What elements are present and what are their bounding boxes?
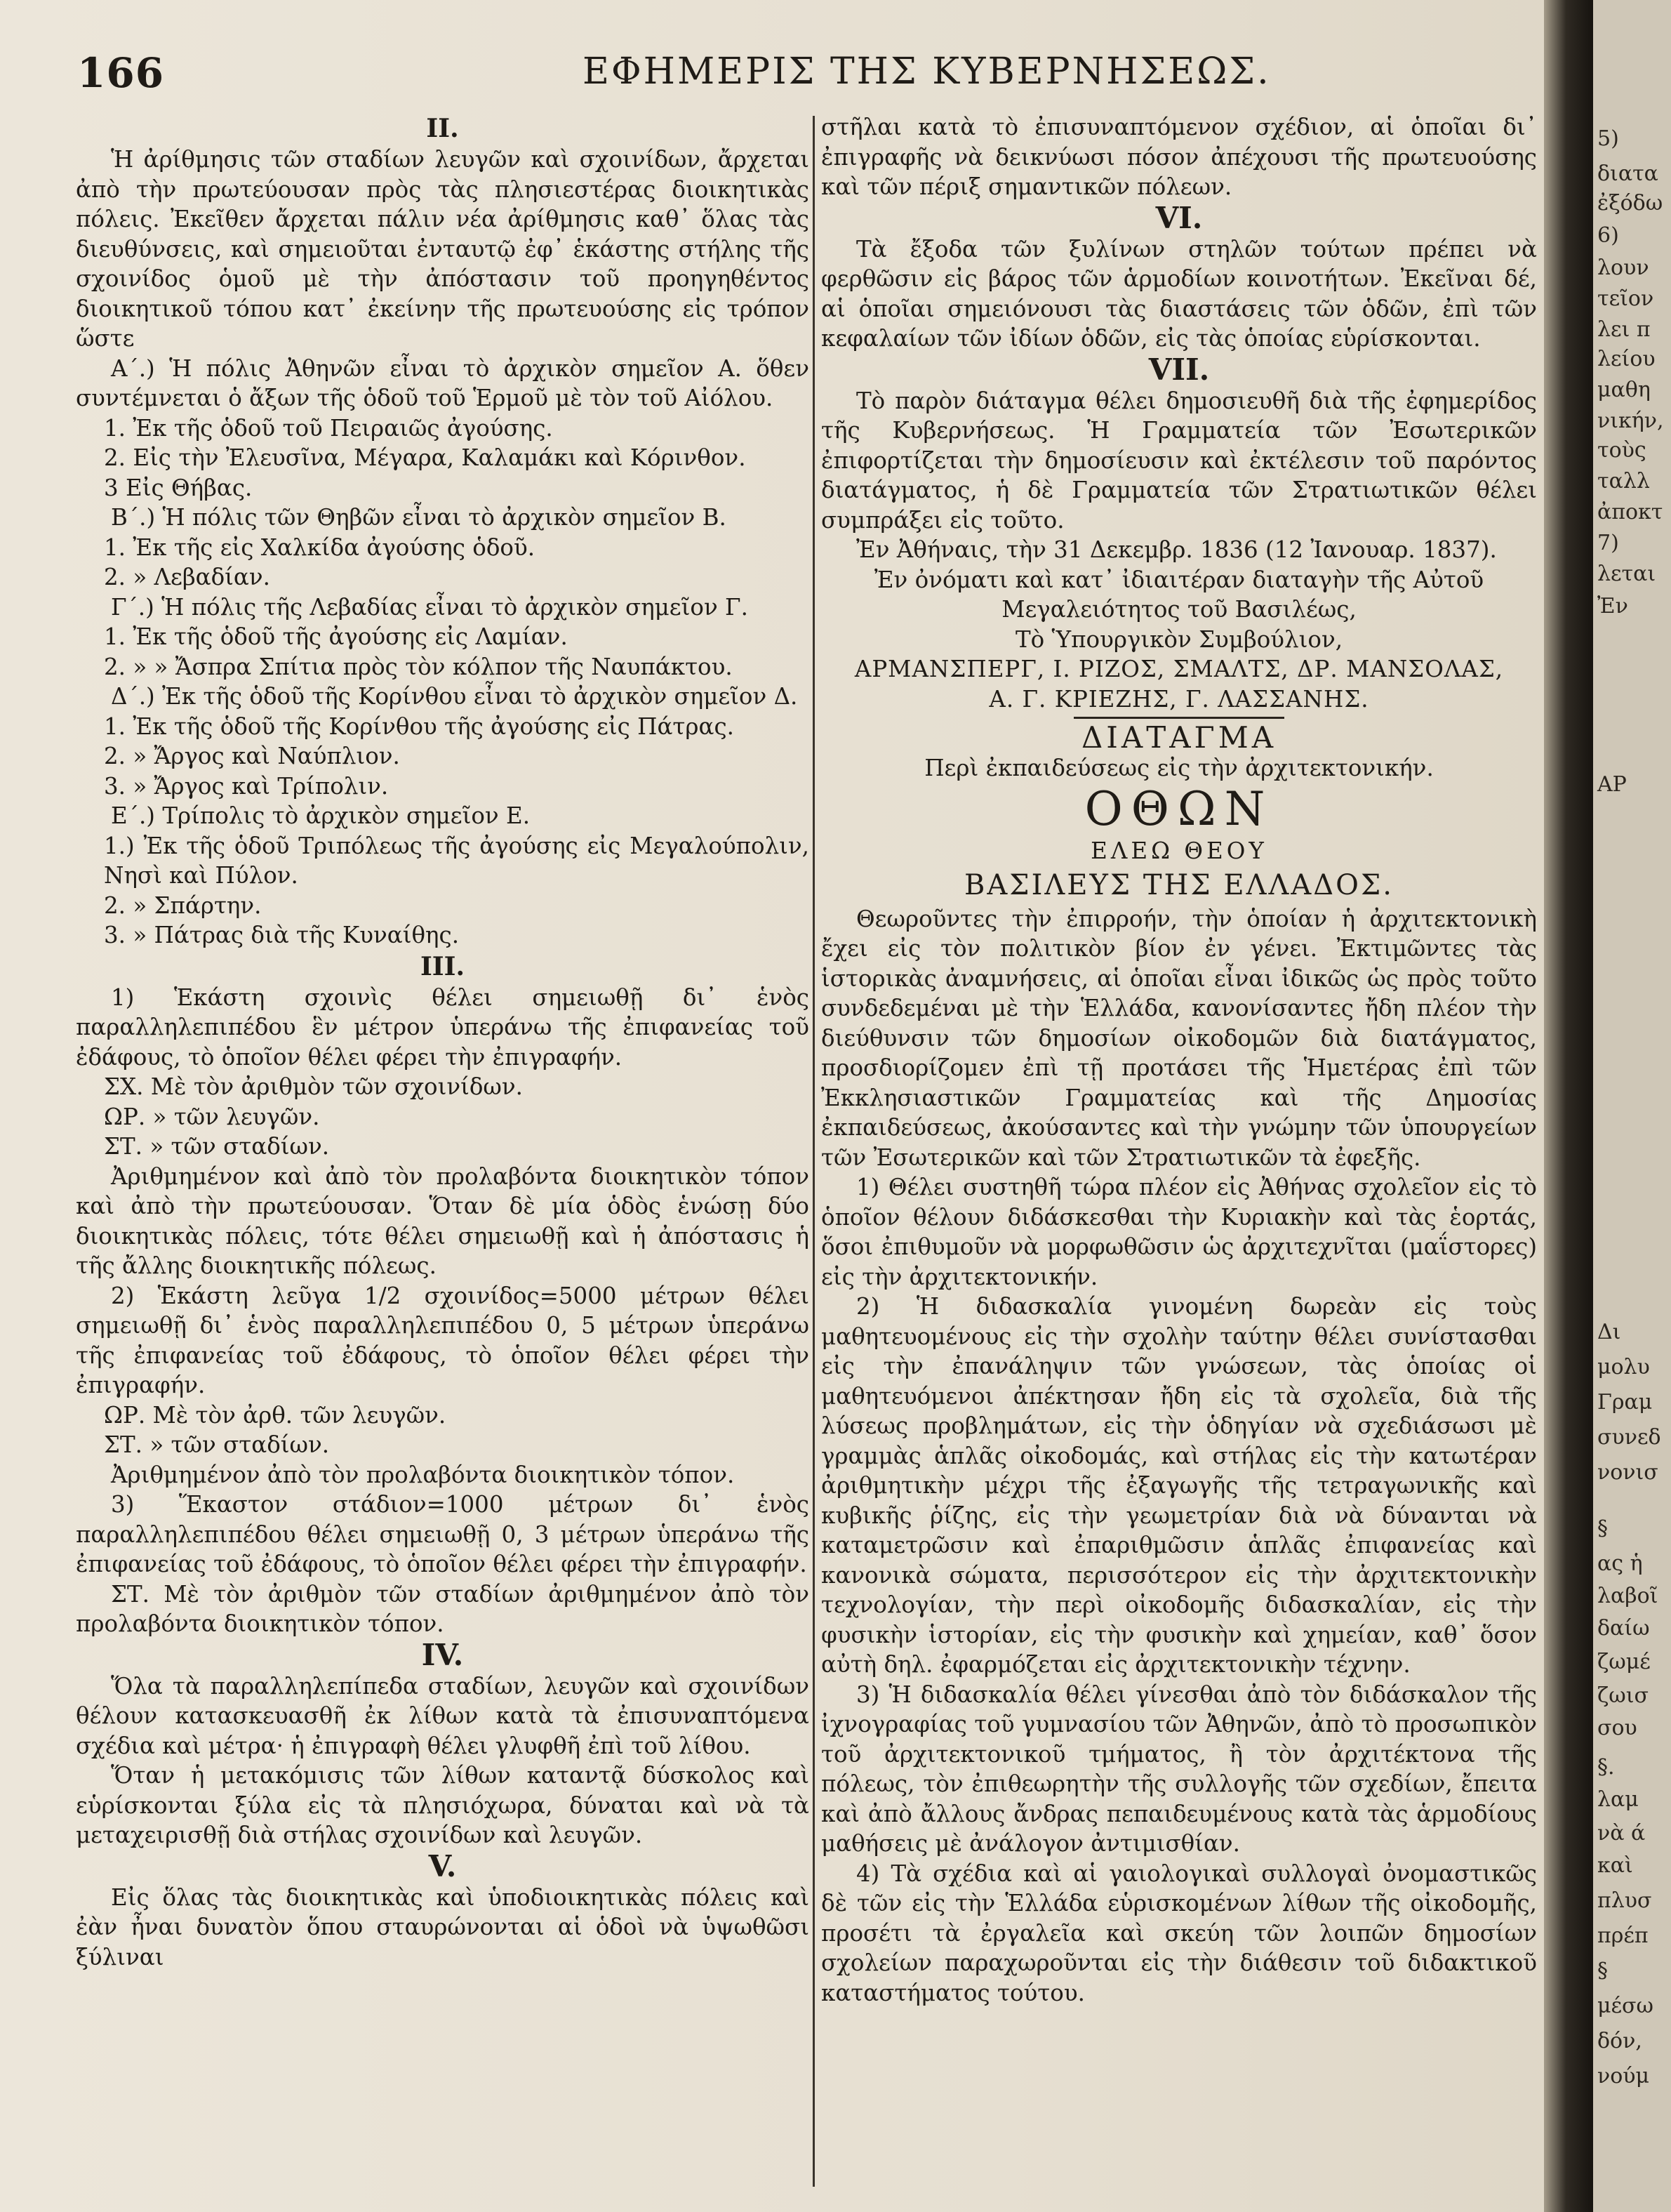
left-column — [76, 112, 809, 2190]
paragraph: Ε΄.) Τρίπολις τὸ ἀρχικὸν σημεῖον Ε. — [111, 802, 531, 829]
edge-fragment: § — [1597, 1516, 1608, 1541]
edge-fragment: δόν, — [1597, 2029, 1642, 2053]
signatories: ΑΡΜΑΝΣΠΕΡΓ, Ι. ΡΙΖΟΣ, ΣΜΑΛΤΣ, ΔΡ. ΜΑΝΣΟΛΑΣ, — [854, 656, 1504, 682]
paragraph: ΣΤ. Μὲ τὸν ἀριθμὸν τῶν σταδίων ἀριθμημένον ἀπὸ τὸν προλαβόντα διοικητικὸν τόπον. — [76, 1580, 809, 1637]
column-divider — [813, 116, 815, 2187]
edge-fragment: πλυσ — [1597, 1888, 1652, 1913]
authority-line: Ἐν ὀνόματι καὶ κατ᾽ ἰδιαιτέραν διαταγὴν τῆς Αὐτοῦ — [874, 566, 1484, 593]
paragraph: Ἀριθμημένον ἀπὸ τὸν προλαβόντα διοικητικὸν τόπον. — [111, 1461, 735, 1488]
decree-subject: Περὶ ἐκπαιδεύσεως εἰς τὴν ἀρχιτεκτονικήν. — [924, 754, 1434, 781]
paragraph: Ἡ ἀρίθμησις τῶν σταδίων λευγῶν καὶ σχοινίδων, ἄρχεται ἀπὸ τὴν πρωτεύουσαν πρὸς τὰς πλησιεστέρας διοικητικὰς πόλεις. Ἐκεῖθεν ἄρχεται πάλιν νέα ἀρίθμησις καθ᾽ ὅλας τὰς διευθύνσεις, καὶ σημειοῦται ἐνταυτῷ ἐφ᾽ ἑκάστης στήλης τῆς σχοινίδος ὁμοῦ μὲ τὴν ἀπόστασιν τοῦ προηγηθέντος διοικητικοῦ τόπου κατ᾽ ἐκείνην τῆς πρωτευούσης εἰς τρόπον ὥστε — [76, 146, 809, 352]
list-item: 1.) Ἐκ τῆς ὁδοῦ Τριπόλεως τῆς ἀγούσης εἰς Μεγαλούπολιν, Νησὶ καὶ Πύλον. — [104, 832, 809, 889]
inscription-line: ΩΡ. Μὲ τὸν ἀρθ. τῶν λευγῶν. — [104, 1401, 446, 1429]
list-item: 2. » Ἄργος καὶ Ναύπλιον. — [104, 743, 400, 769]
edge-fragment: τοὺς — [1597, 438, 1646, 463]
list-item: 3. » Πάτρας διὰ τῆς Κυναίθης. — [104, 922, 460, 948]
paragraph: Τὰ ἔξοδα τῶν ξυλίνων στηλῶν τούτων πρέπει νὰ φερθῶσιν εἰς βάρος τῶν ἁρμοδίων κοινοτήτων. Ἐκεῖναι δέ, αἱ ὁποῖαι σημειόνουσι τὰς διαστάσεις τῶν ὁδῶν, ἐπὶ τῶν κεφαλαίων τῶν ἰδίων ὁδῶν, εἰς τὰς ὁποίας εὑρίσκονται. — [821, 235, 1537, 352]
paragraph: Ὅλα τὰ παραλληλεπίπεδα σταδίων, λευγῶν καὶ σχοινίδων θέλουν κατασκευασθῆ ἐκ λίθων κατὰ τὰ ἐπισυναπτόμενα σχέδια καὶ μέτρα· ἡ ἐπιγραφὴ θέλει γλυφθῆ ἐπὶ τοῦ λίθου. — [76, 1672, 809, 1759]
edge-fragment: ζωισ — [1597, 1683, 1649, 1708]
edge-fragment: Ἐν — [1597, 594, 1628, 618]
separator-rule — [1074, 717, 1284, 719]
edge-fragment: ἐξόδω — [1597, 191, 1663, 216]
edge-fragment: μολυ — [1597, 1355, 1650, 1379]
paragraph: 2) Ἡ διδασκαλία γινομένη δωρεὰν εἰς τοὺς μαθητευομένους εἰς τὴν σχολὴν ταύτην θέλει συνίστασθαι εἰς τὴν ἐπανάληψιν τῶν γνώσεων, τὰς ὁποίας οἱ μαθητευόμενοι ἀπέκτησαν ἤδη εἰς τὰ σχολεῖα, διὰ τῆς λύσεως προβλημάτων, εἰς τὴν ὁδηγίαν νὰ σχεδιάσωσι μὲ γραμμὰς ἁπλᾶς οἰκοδομάς, καὶ στήλας εἰς τὴν κατωτέραν ἀριθμητικὴν μέχρι τῆς ἐξαγωγῆς τῆς τετραγωνικῆς καὶ κυβικῆς ῥίζης, εἰς τὴν γεωμετρίαν διὰ νὰ δύνανται νὰ καταμετρῶσιν καὶ ἐπαριθμῶσιν ἁπλᾶς ἐπιφανείας καὶ κανονικὰ σώματα, περισσότερον εἰς τὴν ἀρχιτεκτονικὴν τεχνολογίαν, τὴν περὶ οἰκοδομῆς διδασκαλίαν, εἰς τὴν φυσικὴν ἱστορίαν, εἰς τὴν φυσικὴν καὶ χημείαν, καθ᾽ ὅσον αὐτὴ δηλ. ἐφαρμόζεται εἰς ἀρχιτεκτονικὴν τέχνην. — [821, 1293, 1537, 1678]
paragraph: Β΄.) Ἡ πόλις τῶν Θηβῶν εἶναι τὸ ἀρχικὸν σημεῖον Β. — [111, 504, 726, 531]
king-name: ΟΘΩΝ — [1084, 782, 1274, 836]
section-heading: VI. — [1155, 200, 1203, 235]
list-item: 1. Ἐκ τῆς ὁδοῦ τῆς Κορίνθου τῆς ἀγούσης εἰς Πάτρας. — [104, 713, 734, 740]
edge-fragment: νονισ — [1597, 1460, 1658, 1485]
paragraph: 4) Τὰ σχέδια καὶ αἱ γαιολογικαὶ συλλογαὶ ὀνομαστικῶς δὲ τῶν εἰς τὴν Ἑλλάδα εὑρισκομένων λίθων τῆς οἰκοδομῆς, προσέτι τὰ ἐργαλεῖα καὶ σκεύη τῶν λοιπῶν δημοσίων σχολείων παραχωροῦνται εἰς τὴν διάθεσιν τοῦ διδακτικοῦ καταστήματος τούτου. — [821, 1860, 1537, 2006]
edge-fragment: ΑΡ — [1597, 772, 1627, 797]
paragraph: Γ΄.) Ἡ πόλις τῆς Λεβαδίας εἶναι τὸ ἀρχικὸν σημεῖον Γ. — [111, 593, 748, 621]
paragraph: 3) Ἡ διδασκαλία θέλει γίνεσθαι ἀπὸ τὸν διδάσκαλον τῆς ἰχνογραφίας τοῦ γυμνασίου τῶν Ἀθηνῶν, ἀπὸ τὸ προσωπικὸν τοῦ ἀρχιτεκτονικοῦ τμήματος, ἢ τὸν ἀρχιτέκτονα τῆς πόλεως, τὸν ἐπιθεωρητὴν τῆς συλλογῆς τῶν σχεδίων, ἔπειτα καὶ ἀπὸ ἄλλους ἄνδρας πεπαιδευμένους κατὰ τὰς ἁρμοδίους μαθήσεις μὲ ἀνάλογον ἀντιμισθίαν. — [821, 1681, 1537, 1857]
edge-fragment: λείου — [1597, 347, 1656, 371]
paragraph: 2) Ἑκάστη λεῦγα 1/2 σχοινίδος=5000 μέτρων θέλει σημειωθῇ δι᾽ ἑνὸς παραλληλεπιπέδου 0, 5 μέτρων ὑπεράνω τῆς ἐπιφανείας τοῦ ἐδάφους, τὸ ὁποῖον θέλει φέρει τὴν ἐπιγραφήν. — [76, 1282, 809, 1398]
right-column — [821, 112, 1537, 2190]
edge-fragment: λαμ — [1597, 1787, 1639, 1812]
edge-fragment: 6) — [1597, 223, 1619, 248]
edge-fragment: λαβοῖ — [1597, 1584, 1658, 1608]
edge-fragment: Δι — [1597, 1320, 1621, 1344]
paragraph: Τὸ παρὸν διάταγμα θέλει δημοσιευθῆ διὰ τῆς ἐφημερίδος τῆς Κυβερνήσεως. Ἡ Γραμματεία τῶν Ἐσωτερικῶν ἐπιφορτίζεται τὴν δημοσίευσιν καὶ ἐκτέλεσιν τοῦ παρόντος διατάγματος, ἡ δὲ Γραμματεία τῶν Στρατιωτικῶν θέλει συμπράξει εἰς τοῦτο. — [821, 387, 1537, 534]
paragraph: Ὅταν ἡ μετακόμισις τῶν λίθων καταντᾷ δύσκολος καὶ εὑρίσκονται ξύλα εἰς τὰ πλησιόχωρα, δύναται καὶ νὰ τὰ μεταχειρισθῇ διὰ στήλας σχοινίδων καὶ λευγῶν. — [76, 1762, 809, 1848]
grace-line: ΕΛΕΩ ΘΕΟΥ — [1091, 837, 1267, 864]
inscription-line: ΣΤ. » τῶν σταδίων. — [104, 1431, 330, 1458]
paragraph: στῆλαι κατὰ τὸ ἐπισυναπτόμενον σχέδιον, αἱ ὁποῖαι δι᾽ ἐπιγραφῆς νὰ δεικνύωσι πόσον ἀπέχουσι τῆς πρωτευούσης καὶ τῶν πέριξ σημαντικῶν πόλεων. — [821, 114, 1537, 200]
list-item: 3 Εἰς Θήβας. — [104, 474, 253, 501]
edge-fragment: 7) — [1597, 531, 1619, 555]
list-item: 1. Ἐκ τῆς ὁδοῦ τοῦ Πειραιῶς ἀγούσης. — [104, 414, 553, 442]
book-gutter — [1544, 0, 1593, 2212]
paragraph: Θεωροῦντες τὴν ἐπιρροήν, τὴν ὁποίαν ἡ ἀρχιτεκτονικὴ ἔχει εἰς τὸν πολιτικὸν βίον ἐν γένει. Ἐκτιμῶντες τὰς ἱστορικὰς ἀναμνήσεις, αἱ ὁποῖαι εἶναι ἰδικῶς ὡς πρὸς τοῦτο συνδεδεμέναι μὲ τὴν Ἑλλάδα, κανονίσαντες ἤδη πλέον τὴν διεύθυνσιν τῶν δημοσίων οἰκοδομῶν διὰ διατάγματος, προσδιορίζομεν ἐπὶ τῇ προτάσει τῆς Ἡμετέρας ἐπὶ τῶν Ἐκκλησιαστικῶν Γραμματείας καὶ τῆς Δημοσίας ἐκπαιδεύσεως, ἀκούσαντες καὶ τὴν γνώμην τῶν ὑπουργείων τῶν Ἐσωτερικῶν καὶ τῶν Στρατιωτικῶν τὰ ἐφεξῆς. — [821, 905, 1537, 1171]
list-item: 2. » Λεβαδίαν. — [104, 564, 270, 590]
decree-heading: ΔΙΑΤΑΓΜΑ — [1081, 720, 1277, 755]
edge-fragment: νὰ ά — [1597, 1821, 1646, 1846]
signatories: Α. Γ. ΚΡΙΕΖΗΣ, Γ. ΛΑΣΣΑΝΗΣ. — [989, 685, 1369, 713]
running-head — [77, 49, 1284, 98]
edge-fragment: τεῖον — [1597, 286, 1654, 311]
paragraph: Ἀριθμημένον καὶ ἀπὸ τὸν προλαβόντα διοικητικὸν τόπον καὶ ἀπὸ τὴν πρωτεύουσαν. Ὅταν δὲ μία ὁδὸς ἑνώσῃ δύο διοικητικὰς πόλεις, τότε θέλει σημειωθῇ καὶ ἡ ἀπόστασις ἡ τῆς ἄλλης διοικητικῆς πόλεως. — [76, 1163, 809, 1279]
paragraph: Α΄.) Ἡ πόλις Ἀθηνῶν εἶναι τὸ ἀρχικὸν σημεῖον Α. ὅθεν συντέμνεται ὁ ἄξων τῆς ὁδοῦ τοῦ Ἑρμοῦ μὲ τὸν τοῦ Αἰόλου. — [76, 355, 809, 411]
section-heading: V. — [428, 1848, 457, 1883]
edge-fragment: καὶ — [1597, 1853, 1633, 1878]
inscription-line: ΣΧ. Μὲ τὸν ἀριθμὸν τῶν σχοινίδων. — [104, 1073, 524, 1100]
authority-line: Τὸ Ὑπουργικὸν Συμβούλιον, — [1015, 625, 1343, 653]
edge-fragment: συνεδ — [1597, 1425, 1661, 1450]
edge-fragment: μαθη — [1597, 378, 1651, 402]
list-item: 1. Ἐκ τῆς ὁδοῦ τῆς ἀγούσης εἰς Λαμίαν. — [104, 623, 568, 650]
kingdom-line: ΒΑΣΙΛΕΥΣ ΤΗΣ ΕΛΛΑΔΟΣ. — [964, 868, 1394, 901]
paragraph: Εἰς ὅλας τὰς διοικητικὰς καὶ ὑποδιοικητικὰς πόλεις καὶ ἐὰν ἦναι δυνατὸν ὅπου σταυρώνονται αἱ ὁδοὶ νὰ ὑψωθῶσι ξύλιναι — [76, 1883, 809, 1971]
edge-fragment: ταλλ — [1597, 469, 1650, 494]
paragraph: 3) Ἕκαστον στάδιον=1000 μέτρων δι᾽ ἑνὸς παραλληλεπιπέδου θέλει σημειωθῇ 0, 3 μέτρων ὑπεράνω τῆς ἐπιφανείας τοῦ ἐδάφους, τὸ ὁποῖον θέλει φέρει τὴν ἐπιγραφήν. — [76, 1491, 809, 1577]
list-item: 3. » Ἄργος καὶ Τρίπολιν. — [104, 772, 389, 800]
edge-fragment: μέσω — [1597, 1994, 1653, 2018]
edge-fragment: §. — [1597, 1755, 1615, 1780]
edge-fragment: § — [1597, 1959, 1608, 1983]
edge-fragment: νούμ — [1597, 2064, 1650, 2088]
edge-fragment: λεται — [1597, 562, 1656, 586]
adjacent-page-edge — [1593, 0, 1671, 2212]
authority-line: Μεγαλειότητος τοῦ Βασιλέως, — [1001, 596, 1357, 623]
paragraph: 1) Ἑκάστη σχοινὶς θέλει σημειωθῇ δι᾽ ἑνὸς παραλληλεπιπέδου ἓν μέτρον ὑπεράνω τῆς ἐπιφανείας τοῦ ἐδάφους, τὸ ὁποῖον θέλει φέρει τὴν ἐπιγραφήν. — [76, 984, 809, 1071]
edge-fragment: ζωμέ — [1597, 1650, 1651, 1674]
edge-fragment: νικήν, — [1597, 409, 1664, 433]
section-heading: VII. — [1148, 352, 1210, 387]
decree-date: Ἐν Ἀθήναις, τὴν 31 Δεκεμβρ. 1836 (12 Ἰανουαρ. 1837). — [856, 536, 1497, 563]
section-heading: IV. — [421, 1637, 464, 1672]
list-item: 2. Εἰς τὴν Ἐλευσῖνα, Μέγαρα, Καλαμάκι καὶ Κόρινθον. — [104, 444, 746, 471]
inscription-line: ΣΤ. » τῶν σταδίων. — [104, 1133, 330, 1160]
section-heading: III. — [420, 951, 465, 981]
section-heading: II. — [426, 114, 459, 143]
list-item: 1. Ἐκ τῆς εἰς Χαλκίδα ἀγούσης ὁδοῦ. — [104, 534, 535, 561]
inscription-line: ΩΡ. » τῶν λευγῶν. — [104, 1103, 320, 1130]
edge-fragment: σου — [1597, 1716, 1637, 1740]
edge-fragment: ἀποκτ — [1597, 500, 1663, 524]
edge-fragment: ας ἡ — [1597, 1551, 1643, 1576]
paragraph: 1) Θέλει συστηθῆ τώρα πλέον εἰς Ἀθήνας σχολεῖον εἰς τὸ ὁποῖον θέλουν διδάσκεσθαι τὴν Κυριακὴν καὶ τὰς ἑορτάς, ὅσοι ἐπιθυμοῦν νὰ μορφωθῶσιν ὡς ἀρχιτεχνῖται (μαΐστορες) εἰς τὴν ἀρχιτεκτονικήν. — [821, 1174, 1537, 1290]
edge-fragment: λει π — [1597, 317, 1651, 342]
list-item: 2. » » Ἄσπρα Σπίτια πρὸς τὸν κόλπον τῆς Ναυπάκτου. — [104, 653, 733, 680]
edge-fragment: δαίω — [1597, 1616, 1650, 1641]
edge-fragment: πρέπ — [1597, 1923, 1649, 1948]
edge-fragment: Γραμ — [1597, 1390, 1653, 1415]
page-number: 166 — [77, 49, 165, 97]
journal-title: ΕΦΗΜΕΡΙΣ ΤΗΣ ΚΥΒΕΡΝΗΣΕΩΣ. — [582, 51, 1271, 93]
edge-fragment: διατα — [1597, 161, 1658, 186]
edge-fragment: λουν — [1597, 256, 1649, 280]
paragraph: Δ΄.) Ἐκ τῆς ὁδοῦ τῆς Κορίνθου εἶναι τὸ ἀρχικὸν σημεῖον Δ. — [111, 683, 798, 710]
edge-fragment: 5) — [1597, 126, 1619, 151]
list-item: 2. » Σπάρτην. — [104, 892, 262, 919]
